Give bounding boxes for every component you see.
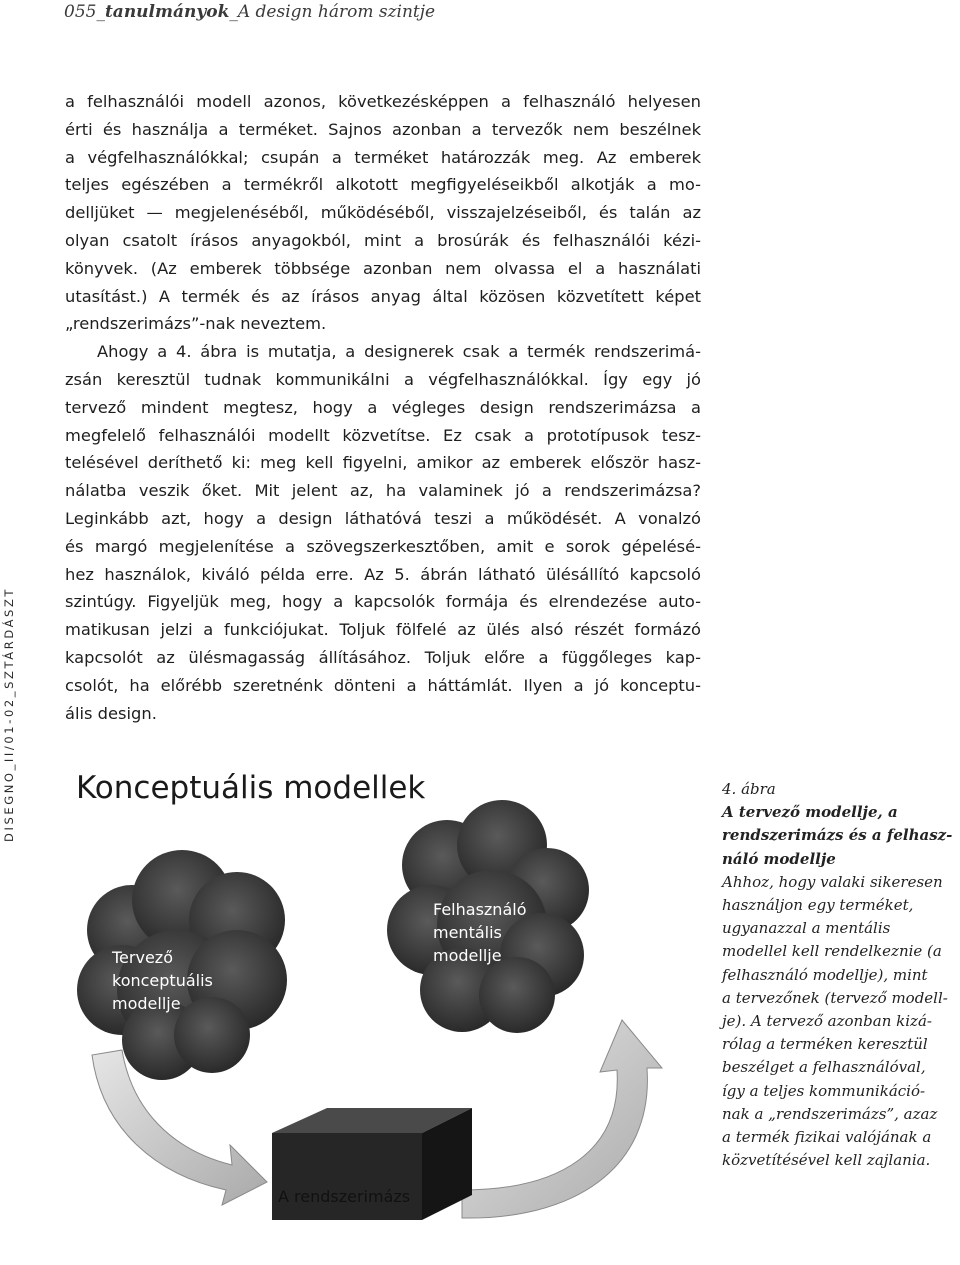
- body-line: csolót, ha előrébb szeretnénk dönteni a háttámlát. Ilyen a jó konceptu-: [65, 675, 701, 695]
- caption-line: a termék fizikai valójának a: [722, 1128, 932, 1147]
- body-line: „rendszerimázs”-nak neveztem.: [65, 314, 327, 334]
- caption-line: je). A tervező azonban kizá-: [722, 1012, 932, 1031]
- body-line: Ahogy a 4. ábra is mutatja, a designerek csak a termék rendszerimá-: [97, 342, 701, 362]
- caption-line: közvetítésével kell zajlania.: [722, 1151, 931, 1170]
- body-line: a felhasználói modell azonos, következésképpen a felhasználó helyesen: [65, 92, 701, 111]
- caption-title-line: A tervező modellje, a: [722, 803, 898, 822]
- body-text: [65, 88, 701, 727]
- vertical-side-label: DISEGNO_II/01-02_SZTÁRDÁSZT: [2, 586, 16, 842]
- body-line: a végfelhasználókkal; csupán a terméket határozzák meg. Az emberek: [65, 147, 701, 167]
- caption-title-line: rendszerimázs és a felhasz-: [722, 826, 953, 845]
- arrow-system-to-user: [462, 1020, 662, 1218]
- designer-model-label: Tervező konceptuális modellje: [112, 948, 213, 1013]
- body-line: szintúgy. Figyeljük meg, hogy a kapcsolók formája és elrendezése auto-: [65, 592, 701, 612]
- header-prefix: 055_: [64, 2, 105, 22]
- caption-line: így a teljes kommunikáció-: [722, 1081, 926, 1100]
- conceptual-models-figure: [62, 750, 712, 1260]
- body-line: kapcsolót az ülésmagasság állításához. Toljuk előre a függőleges kap-: [65, 647, 701, 667]
- header-suffix: _A design három szintje: [229, 2, 436, 22]
- body-line: érti és használja a terméket. Sajnos azonban a tervezők nem beszélnek: [65, 119, 701, 139]
- user-model-label: Felhasználó mentális modellje: [433, 900, 527, 965]
- body-line: és margó megjelenítése a szövegszerkesztőben, amit e sorok gépelésé-: [65, 536, 701, 556]
- figure-title: Konceptuális modellek: [76, 770, 426, 806]
- caption-number: 4. ábra: [722, 780, 776, 798]
- caption-line: ugyanazzal a mentális: [722, 919, 891, 938]
- body-line: olyan csatolt írásos anyagokból, mint a brosúrák és felhasználói kézi-: [65, 230, 701, 250]
- body-line: megfelelő felhasználói modellt közvetítse. Ez csak a prototípusok tesz-: [65, 425, 701, 445]
- header-section: tanulmányok: [104, 2, 230, 22]
- system-image-label: A rendszerimázs: [278, 1187, 411, 1206]
- body-line: ális design.: [65, 703, 157, 723]
- caption-line: használjon egy terméket,: [722, 896, 914, 915]
- caption-title-line: náló modellje: [722, 849, 836, 868]
- caption-line: modellel kell rendelkeznie (a: [722, 942, 942, 961]
- body-line: zsán keresztül tudnak kommunikálni a végfelhasználókkal. Így egy jó: [65, 369, 701, 389]
- body-line: delljüket — megjelenéséből, működéséből, visszajelzéseiből, és talán az: [65, 203, 701, 223]
- body-line: utasítást.) A termék és az írásos anyag által közösen közvetített képet: [65, 286, 701, 306]
- running-header: [64, 2, 435, 22]
- caption-line: nak a „rendszerimázs”, azaz: [722, 1104, 938, 1123]
- body-line: Leginkább azt, hogy a design láthatóvá teszi a működését. A vonalzó: [65, 508, 701, 528]
- body-line: hez használok, kiváló példa erre. Az 5. ábrán látható ülésállító kapcsoló: [65, 564, 701, 584]
- caption-line: rólag a terméken keresztül: [722, 1035, 928, 1054]
- body-line: teljes egészében a termékről alkotott megfigyeléseikből alkotják a mo-: [65, 175, 701, 195]
- body-line: nálatba veszik őket. Mit jelent az, ha valaminek jó a rendszerimázsa?: [65, 481, 701, 501]
- caption-line: a tervezőnek (tervező modell-: [722, 988, 948, 1007]
- caption-line: beszélget a felhasználóval,: [722, 1058, 926, 1077]
- body-line: tervező mindent megtesz, hogy a végleges design rendszerimázsa a: [65, 397, 701, 417]
- caption-line: felhasználó modellje), mint: [722, 965, 928, 984]
- body-line: könyvek. (Az emberek többsége azonban nem olvassa el a használati: [65, 258, 701, 278]
- figure-caption: [722, 778, 958, 1172]
- body-line: matikusan jelzi a funkciójukat. Toljuk fölfelé az ülés alsó részét formázó: [65, 620, 701, 640]
- caption-line: Ahhoz, hogy valaki sikeresen: [722, 872, 943, 891]
- body-line: telésével deríthető ki: meg kell figyelni, amikor az emberek először hasz-: [65, 453, 701, 473]
